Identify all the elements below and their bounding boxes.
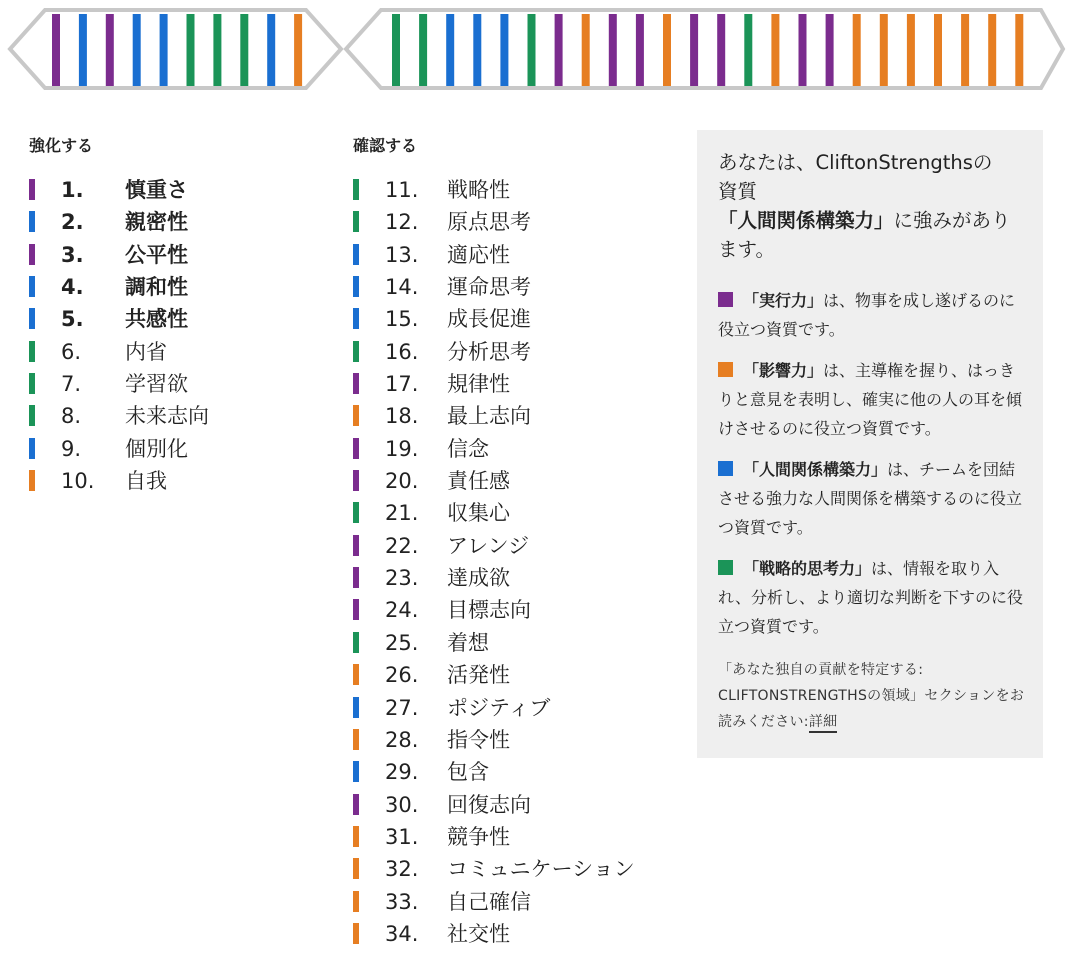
- strength-name: 学習欲: [125, 372, 188, 397]
- domain-color-bar: [29, 308, 35, 329]
- strength-name: 成長促進: [447, 307, 531, 332]
- strength-name: 規律性: [447, 372, 510, 397]
- banner-stripe-strategic: [744, 14, 752, 86]
- banner-stripe-strategic: [528, 14, 536, 86]
- domain-color-bar: [353, 502, 359, 523]
- banner-stripe-influencing: [294, 14, 302, 86]
- strength-name: 慎重さ: [125, 178, 188, 202]
- strength-rank: 15.: [385, 307, 419, 332]
- banner-stripe-influencing: [771, 14, 779, 86]
- domain-text: は、チームを団結させる強力な人間関係を構築するのに役立つ資質です。: [718, 460, 1023, 537]
- domain-color-bar: [353, 470, 359, 491]
- strength-rank: 7.: [61, 372, 82, 397]
- strength-name: 目標志向: [447, 598, 531, 623]
- domain-color-square: [718, 362, 733, 377]
- domain-color-bar: [353, 211, 359, 232]
- strength-name: 回復志向: [447, 792, 531, 817]
- banner-stripe-strategic: [392, 14, 400, 86]
- intro-text: [718, 148, 1027, 264]
- strength-rank: 11.: [385, 178, 419, 202]
- strength-name: 収集心: [447, 501, 510, 526]
- domain-description: [718, 286, 1027, 344]
- strength-name: 達成欲: [447, 566, 510, 591]
- strength-name: 適応性: [447, 242, 510, 267]
- domain-color-bar: [353, 567, 359, 588]
- banner-stripe-influencing: [880, 14, 888, 86]
- domain-name: 「実行力」: [743, 291, 824, 310]
- domain-name: 「影響力」: [743, 361, 824, 380]
- strength-name: 自我: [125, 469, 167, 494]
- strength-rank: 32.: [385, 857, 419, 882]
- strength-rank: 9.: [61, 436, 82, 461]
- strength-name: 公平性: [125, 242, 188, 267]
- domain-color-bar: [353, 664, 359, 685]
- domain-color-bar: [29, 405, 35, 426]
- banner-stripe-influencing: [934, 14, 942, 86]
- banner-stripe-executing: [717, 14, 725, 86]
- strength-rank: 34.: [385, 921, 419, 946]
- domain-color-bar: [29, 438, 35, 459]
- banner-left-stripes: [52, 14, 302, 86]
- strength-rank: 22.: [385, 533, 419, 558]
- banner-stripe-relationship: [133, 14, 141, 86]
- strength-name: 指令性: [447, 727, 510, 752]
- domain-color-bar: [353, 179, 359, 200]
- strength-rank: 21.: [385, 501, 419, 526]
- strength-name: 調和性: [125, 275, 188, 300]
- banner-stripe-executing: [690, 14, 698, 86]
- banner-stripe-influencing: [988, 14, 996, 86]
- banner-stripe-relationship: [446, 14, 454, 86]
- strength-name: 未来志向: [125, 404, 209, 429]
- strength-name: 包含: [447, 760, 489, 785]
- domain-description: [718, 554, 1027, 641]
- strength-rank: 29.: [385, 760, 419, 785]
- strength-rank: 14.: [385, 275, 419, 300]
- strength-name: 社交性: [447, 921, 510, 946]
- strength-name: 着想: [447, 630, 489, 655]
- strength-rank: 4.: [61, 275, 84, 300]
- domain-color-square: [718, 560, 733, 575]
- banner-stripe-influencing: [663, 14, 671, 86]
- banner-stripe-executing: [555, 14, 563, 86]
- domain-color-bar: [29, 470, 35, 491]
- domain-color-bar: [353, 308, 359, 329]
- domain-color-bar: [353, 826, 359, 847]
- strength-name: 共感性: [125, 307, 188, 332]
- domain-color-bar: [353, 729, 359, 750]
- strength-rank: 30.: [385, 792, 419, 817]
- strength-rank: 10.: [61, 469, 95, 494]
- intro-line-1: あなたは、CliftonStrengthsの: [718, 151, 993, 174]
- banner-stripe-relationship: [160, 14, 168, 86]
- strength-name: 責任感: [447, 469, 510, 494]
- banner-stripe-influencing: [907, 14, 915, 86]
- domain-info-panel: [697, 130, 1043, 758]
- domain-color-bar: [353, 923, 359, 944]
- domain-description: [718, 356, 1027, 443]
- intro-rest: に強みがあります。: [718, 209, 1011, 261]
- strength-name: 最上志向: [447, 404, 531, 429]
- domain-color-bar: [29, 341, 35, 362]
- domain-color-bar: [353, 373, 359, 394]
- domain-text: は、物事を成し遂げるのに役立つ資質です。: [718, 291, 1016, 339]
- strength-rank: 24.: [385, 598, 419, 623]
- strength-name: 親密性: [125, 210, 188, 235]
- domain-text: は、情報を取り入れ、分析し、より適切な判断を下すのに役立つ資質です。: [718, 559, 1023, 636]
- domain-color-square: [718, 461, 733, 476]
- domain-color-bar: [353, 761, 359, 782]
- domain-color-bar: [353, 405, 359, 426]
- strength-rank: 20.: [385, 469, 419, 494]
- domain-color-bar: [29, 211, 35, 232]
- strength-rank: 6.: [61, 339, 82, 364]
- strength-name: 分析思考: [447, 339, 531, 364]
- domain-color-square: [718, 292, 733, 307]
- banner-stripe-executing: [799, 14, 807, 86]
- domain-color-bar: [353, 276, 359, 297]
- domain-color-bar: [29, 373, 35, 394]
- banner-stripe-executing: [52, 14, 60, 86]
- banner-stripe-executing: [826, 14, 834, 86]
- intro-line-2: 資質: [718, 180, 758, 203]
- strength-name: 内省: [125, 339, 167, 364]
- strength-rank: 25.: [385, 630, 419, 655]
- strength-name: 原点思考: [447, 210, 531, 235]
- banner-stripe-relationship: [267, 14, 275, 86]
- banner-stripe-relationship: [473, 14, 481, 86]
- domain-color-bar: [353, 341, 359, 362]
- strength-name: 競争性: [447, 824, 510, 849]
- domain-color-bar: [29, 179, 35, 200]
- note-text: [718, 657, 1027, 735]
- domain-color-bar: [353, 244, 359, 265]
- strength-name: 個別化: [125, 436, 188, 461]
- strength-rank: 13.: [385, 242, 419, 267]
- banner-stripe-influencing: [853, 14, 861, 86]
- strengths-banner: [0, 0, 1088, 100]
- strength-rank: 31.: [385, 824, 419, 849]
- domain-name: 「戦略的思考力」: [743, 559, 872, 578]
- strength-rank: 5.: [61, 307, 84, 332]
- strength-rank: 33.: [385, 889, 419, 914]
- strength-name: 運命思考: [447, 275, 531, 300]
- domain-description: [718, 455, 1027, 542]
- strength-name: 自己確信: [447, 889, 531, 914]
- strength-rank: 2.: [61, 210, 84, 235]
- note-body: 「あなた独自の貢献を特定する: CLIFTONSTRENGTHSの領域」セクションをお読みください:: [718, 662, 1025, 730]
- confirm-heading: 確認する: [353, 136, 418, 155]
- domain-color-bar: [353, 858, 359, 879]
- strength-name: 戦略性: [447, 178, 510, 202]
- banner-stripe-strategic: [419, 14, 427, 86]
- strength-rank: 28.: [385, 727, 419, 752]
- strengthen-heading: 強化する: [29, 136, 94, 155]
- detail-link[interactable]: 詳細: [809, 714, 838, 733]
- banner-stripe-executing: [636, 14, 644, 86]
- domain-color-bar: [353, 891, 359, 912]
- strength-rank: 17.: [385, 372, 419, 397]
- strength-rank: 19.: [385, 436, 419, 461]
- intro-domain-name: 「人間関係構築力」: [718, 209, 894, 232]
- banner-right-stripes: [392, 14, 1023, 86]
- strength-rank: 1.: [61, 178, 84, 202]
- banner-stripe-relationship: [500, 14, 508, 86]
- banner-stripe-strategic: [213, 14, 221, 86]
- strength-rank: 8.: [61, 404, 82, 429]
- strength-rank: 18.: [385, 404, 419, 429]
- strength-rank: 3.: [61, 242, 84, 267]
- banner-stripe-influencing: [582, 14, 590, 86]
- domain-color-bar: [353, 438, 359, 459]
- domain-color-bar: [29, 276, 35, 297]
- strength-rank: 27.: [385, 695, 419, 720]
- banner-stripe-influencing: [1015, 14, 1023, 86]
- domain-color-bar: [353, 599, 359, 620]
- strength-name: ポジティブ: [447, 695, 551, 720]
- strength-rank: 26.: [385, 663, 419, 688]
- domain-color-bar: [29, 244, 35, 265]
- strength-rank: 12.: [385, 210, 419, 235]
- strength-name: 活発性: [447, 663, 510, 688]
- banner-stripe-relationship: [79, 14, 87, 86]
- domain-color-bar: [353, 697, 359, 718]
- banner-stripe-influencing: [961, 14, 969, 86]
- banner-stripe-executing: [609, 14, 617, 86]
- domain-name: 「人間関係構築力」: [743, 460, 888, 479]
- domain-color-bar: [353, 535, 359, 556]
- banner-stripe-strategic: [187, 14, 195, 86]
- domain-color-bar: [353, 794, 359, 815]
- strength-name: 信念: [447, 436, 489, 461]
- banner-stripe-strategic: [240, 14, 248, 86]
- strength-name: コミュニケーション: [447, 857, 635, 882]
- domain-text: は、主導権を握り、はっきりと意見を表明し、確実に他の人の耳を傾けさせるのに役立つ資質です。: [718, 361, 1023, 438]
- strength-name: アレンジ: [447, 533, 530, 558]
- strength-rank: 16.: [385, 339, 419, 364]
- domain-descriptions: [718, 286, 1027, 641]
- domain-color-bar: [353, 632, 359, 653]
- banner-stripe-executing: [106, 14, 114, 86]
- strength-rank: 23.: [385, 566, 419, 591]
